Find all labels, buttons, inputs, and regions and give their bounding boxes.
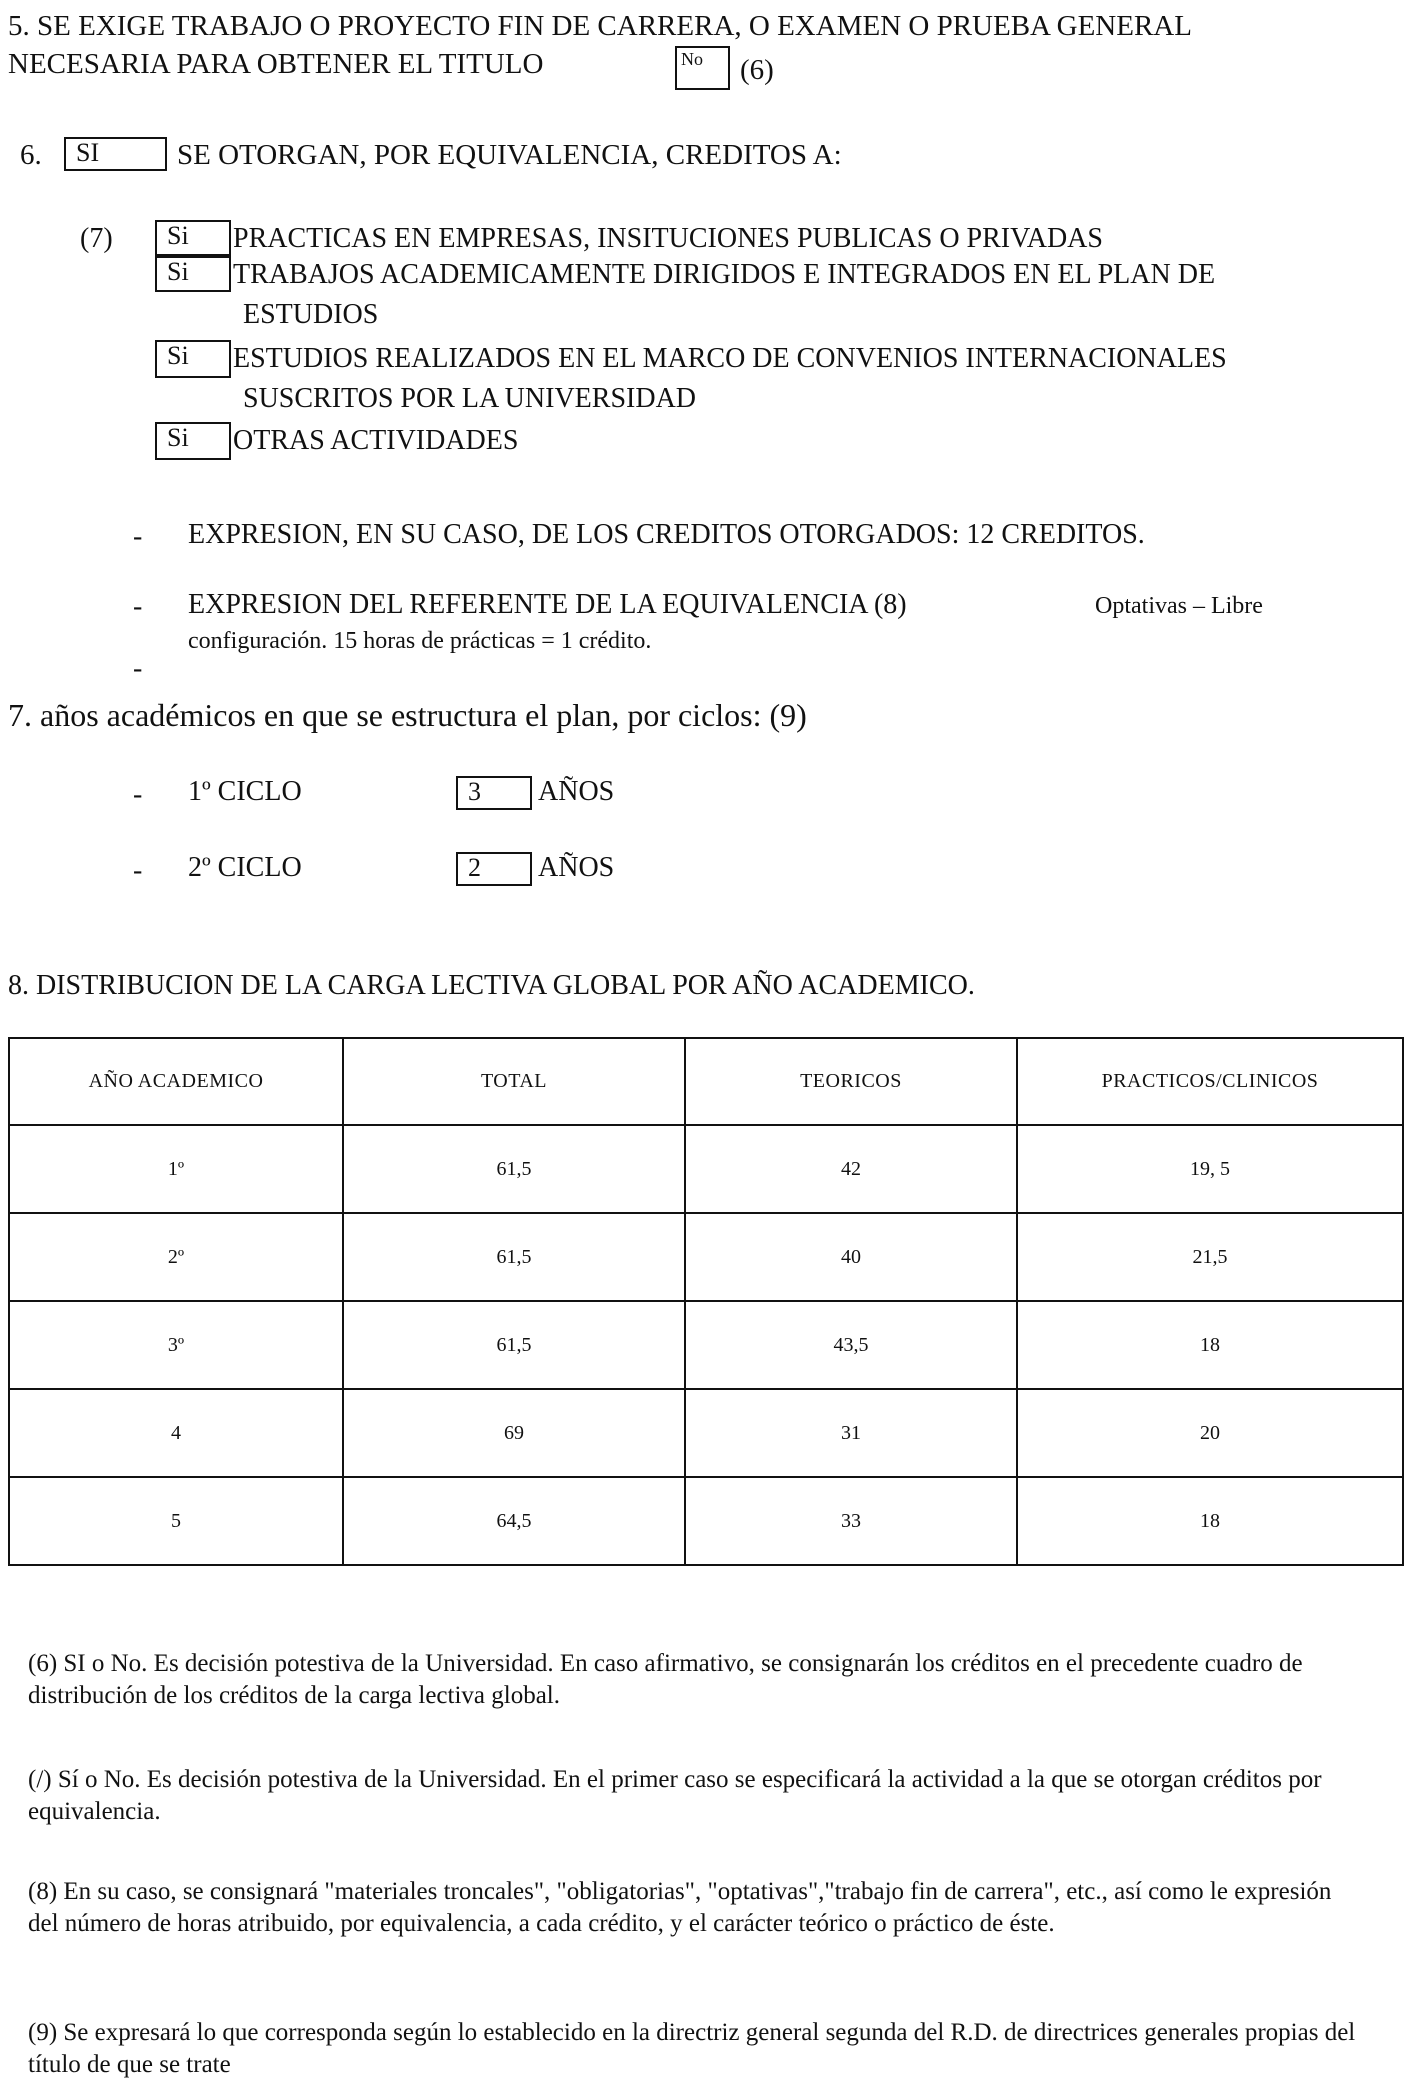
ciclo2-years-box: 2 (456, 852, 532, 886)
footnote-9: (9) Se expresará lo que corresponda según lo establecido en la directriz general segunda del R.D. de directrices generales propias del título de que se trate (28, 2019, 1356, 2078)
table-cell: 20 (1017, 1389, 1403, 1477)
section5-line2: NECESARIA PARA OBTENER EL TITULO (8, 48, 544, 80)
practicas-box: Si (155, 220, 231, 256)
convenios-box: Si (155, 340, 231, 378)
section5-line1: 5. SE EXIGE TRABAJO O PROYECTO FIN DE CARRERA, O EXAMEN O PRUEBA GENERAL (8, 10, 1192, 42)
table-cell: 3º (9, 1301, 343, 1389)
creditos-otorgados: EXPRESION, EN SU CASO, DE LOS CREDITOS OTORGADOS: 12 CREDITOS. (188, 519, 1145, 550)
table-row (9, 1301, 1403, 1389)
table-cell: 61,5 (343, 1213, 685, 1301)
referente-line2: configuración. 15 horas de prácticas = 1 crédito. (188, 628, 652, 654)
titulo-requirement-box: No (675, 46, 730, 90)
bullet-dash: - (133, 521, 143, 552)
column-header: PRACTICOS/CLINICOS (1017, 1038, 1403, 1125)
table-header-row (9, 1038, 1403, 1125)
table-cell: 19, 5 (1017, 1125, 1403, 1213)
bullet-dash: - (133, 591, 143, 622)
table-cell: 4 (9, 1389, 343, 1477)
table-cell: 43,5 (685, 1301, 1017, 1389)
table-cell: 33 (685, 1477, 1017, 1565)
section6-heading: SE OTORGAN, POR EQUIVALENCIA, CREDITOS A: (177, 139, 842, 171)
table-row (9, 1125, 1403, 1213)
table-cell: 18 (1017, 1477, 1403, 1565)
table-cell: 21,5 (1017, 1213, 1403, 1301)
column-header: AÑO ACADEMICO (9, 1038, 343, 1125)
column-header: TEORICOS (685, 1038, 1017, 1125)
table-cell: 42 (685, 1125, 1017, 1213)
ciclo2-unit: AÑOS (538, 852, 615, 883)
ciclo1-years-box: 3 (456, 776, 532, 810)
section7-heading: 7. años académicos en que se estructura el plan, por ciclos: (9) (8, 697, 807, 733)
bullet-dash: - (133, 653, 143, 684)
table-row (9, 1477, 1403, 1565)
table-cell: 64,5 (343, 1477, 685, 1565)
footnote-8: (8) En su caso, se consignará "materiales troncales", "obligatorias", "optativas","trabajo fin de carrera", etc., así como le expresión del número de horas atribuido, por equivalencia, a cada crédito, y el carácter teórico o práctico de éste. (28, 1878, 1332, 1937)
table-cell: 1º (9, 1125, 343, 1213)
referente-line1-b: Optativas – Libre (1095, 593, 1263, 619)
convenios-label-line2: SUSCRITOS POR LA UNIVERSIDAD (243, 383, 697, 414)
convenios-label-line1: ESTUDIOS REALIZADOS EN EL MARCO DE CONVENIOS INTERNACIONALES (233, 343, 1227, 374)
section6-number: 6. (20, 139, 42, 171)
table-cell: 61,5 (343, 1301, 685, 1389)
table-cell: 18 (1017, 1301, 1403, 1389)
table-cell: 40 (685, 1213, 1017, 1301)
carga-lectiva-table (8, 1037, 1404, 1566)
bullet-dash: - (133, 779, 143, 810)
table-cell: 2º (9, 1213, 343, 1301)
practicas-label: PRACTICAS EN EMPRESAS, INSITUCIONES PUBLICAS O PRIVADAS (233, 223, 1103, 254)
table-row (9, 1213, 1403, 1301)
section8-heading: 8. DISTRIBUCION DE LA CARGA LECTIVA GLOBAL POR AÑO ACADEMICO. (8, 970, 975, 1001)
otras-label: OTRAS ACTIVIDADES (233, 425, 519, 456)
referente-line1-a: EXPRESION DEL REFERENTE DE LA EQUIVALENCIA (8) (188, 589, 907, 620)
trabajos-box: Si (155, 256, 231, 292)
ciclo1-label: 1º CICLO (188, 776, 302, 807)
table-row (9, 1389, 1403, 1477)
bullet-dash: - (133, 855, 143, 886)
table-cell: 69 (343, 1389, 685, 1477)
section5-ref: (6) (740, 54, 774, 86)
trabajos-label-line1: TRABAJOS ACADEMICAMENTE DIRIGIDOS E INTEGRADOS EN EL PLAN DE (233, 259, 1216, 290)
table-cell: 5 (9, 1477, 343, 1565)
otras-box: Si (155, 422, 231, 460)
section6-answer-box: SI (64, 137, 167, 171)
ciclo2-label: 2º CICLO (188, 852, 302, 883)
trabajos-label-line2: ESTUDIOS (243, 299, 379, 330)
column-header: TOTAL (343, 1038, 685, 1125)
ciclo1-unit: AÑOS (538, 776, 615, 807)
table-cell: 31 (685, 1389, 1017, 1477)
footnote-6: (6) SI o No. Es decisión potestiva de la Universidad. En caso afirmativo, se consignarán los créditos en el precedente cuadro de distribución de los créditos de la carga lectiva global. (28, 1650, 1303, 1709)
section6-ref: (7) (80, 223, 113, 254)
table-cell: 61,5 (343, 1125, 685, 1213)
footnote-7: (/) Sí o No. Es decisión potestiva de la Universidad. En el primer caso se especificará la actividad a la que se otorgan créditos por equivalencia. (28, 1766, 1322, 1825)
